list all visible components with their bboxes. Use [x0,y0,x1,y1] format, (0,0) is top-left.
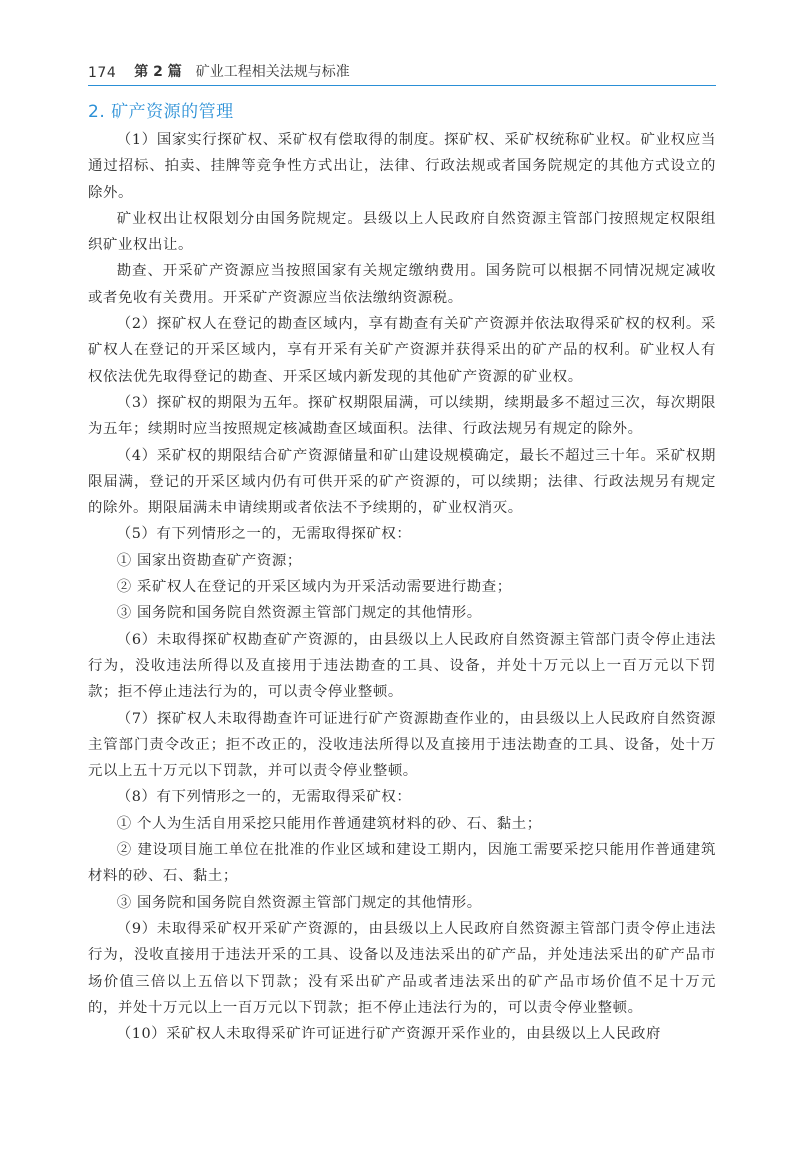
list-item: ③ 国务院和国务院自然资源主管部门规定的其他情形。 [116,894,482,911]
page-header [88,60,716,86]
paragraph: （6）未取得探矿权勘查矿产资源的，由县级以上人民政府自然资源主管部门责令停止违法行为，没收违法所得以及直接用于违法勘查的工具、设备，并处十万元以上一百万元以下罚款；拒不停止违法行为的，可以责令停业整顿。 [88,631,716,701]
section-title: 2. 矿产资源的管理 [88,102,234,122]
part-label: 第 2 篇 [134,64,182,80]
paragraph: （2）探矿权人在登记的勘查区域内，享有勘查有关矿产资源并依法取得采矿权的权利。采矿权人在登记的开采区域内，享有开采有关矿产资源并获得采出的矿产品的权利。矿业权人有权依法优先取得登记的勘查、开采区域内新发现的其他矿产资源的矿业权。 [88,316,716,385]
paragraph: （7）探矿权人未取得勘查许可证进行矿产资源勘查作业的，由县级以上人民政府自然资源主管部门责令改正；拒不改正的，没收违法所得以及直接用于违法勘查的工具、设备，处十万元以上五十万元以下罚款，并可以责令停业整顿。 [88,710,716,780]
part-title: 矿业工程相关法规与标准 [195,64,350,80]
body-text [88,127,716,1047]
page-number: 174 [88,65,117,81]
paragraph: 矿业权出让权限划分由国务院规定。县级以上人民政府自然资源主管部门按照规定权限组织矿业权出让。 [88,210,716,254]
list-item: ① 个人为生活自用采挖只能用作普通建筑材料的砂、石、黏土； [116,815,542,832]
paragraph: （8）有下列情形之一的，无需取得采矿权： [116,789,412,806]
list-item: ② 采矿权人在登记的开采区域内为开采活动需要进行勘查； [116,579,512,596]
list-item: ① 国家出资勘查矿产资源； [116,552,302,569]
list-item: ③ 国务院和国务院自然资源主管部门规定的其他情形。 [116,605,482,622]
paragraph: （10）采矿权人未取得采矿许可证进行矿产资源开采作业的，由县级以上人民政府 [116,1026,661,1043]
list-item: ② 建设项目施工单位在批准的作业区域和建设工期内，因施工需要采挖只能用作普通建筑材料的砂、石、黏土； [88,842,716,885]
paragraph: （9）未取得采矿权开采矿产资源的，由县级以上人民政府自然资源主管部门责令停止违法行为，没收直接用于违法开采的工具、设备以及违法采出的矿产品，并处违法采出的矿产品市场价值三倍以上五倍以下罚款；没有采出矿产品或者违法采出的矿产品市场价值不足十万元的，并处十万元以上一百万元以下罚款；拒不停止违法行为的，可以责令停业整顿。 [88,920,716,1016]
paragraph: （4）采矿权的期限结合矿产资源储量和矿山建设规模确定，最长不超过三十年。采矿权期限届满，登记的开采区域内仍有可供开采的矿产资源的，可以续期；法律、行政法规另有规定的除外。期限届满未申请续期或者依法不予续期的，矿业权消灭。 [88,447,716,517]
paragraph: 勘查、开采矿产资源应当按照国家有关规定缴纳费用。国务院可以根据不同情况规定减收或者免收有关费用。开采矿产资源应当依法缴纳资源税。 [88,263,716,306]
paragraph: （5）有下列情形之一的，无需取得探矿权： [116,526,412,543]
paragraph: （1）国家实行探矿权、采矿权有偿取得的制度。探矿权、采矿权统称矿业权。矿业权应当通过招标、拍卖、挂牌等竞争性方式出让，法律、行政法规或者国务院规定的其他方式设立的除外。 [88,132,716,201]
paragraph: （3）探矿权的期限为五年。探矿权期限届满，可以续期，续期最多不超过三次，每次期限为五年；续期时应当按照规定核减勘查区域面积。法律、行政法规另有规定的除外。 [88,394,716,438]
